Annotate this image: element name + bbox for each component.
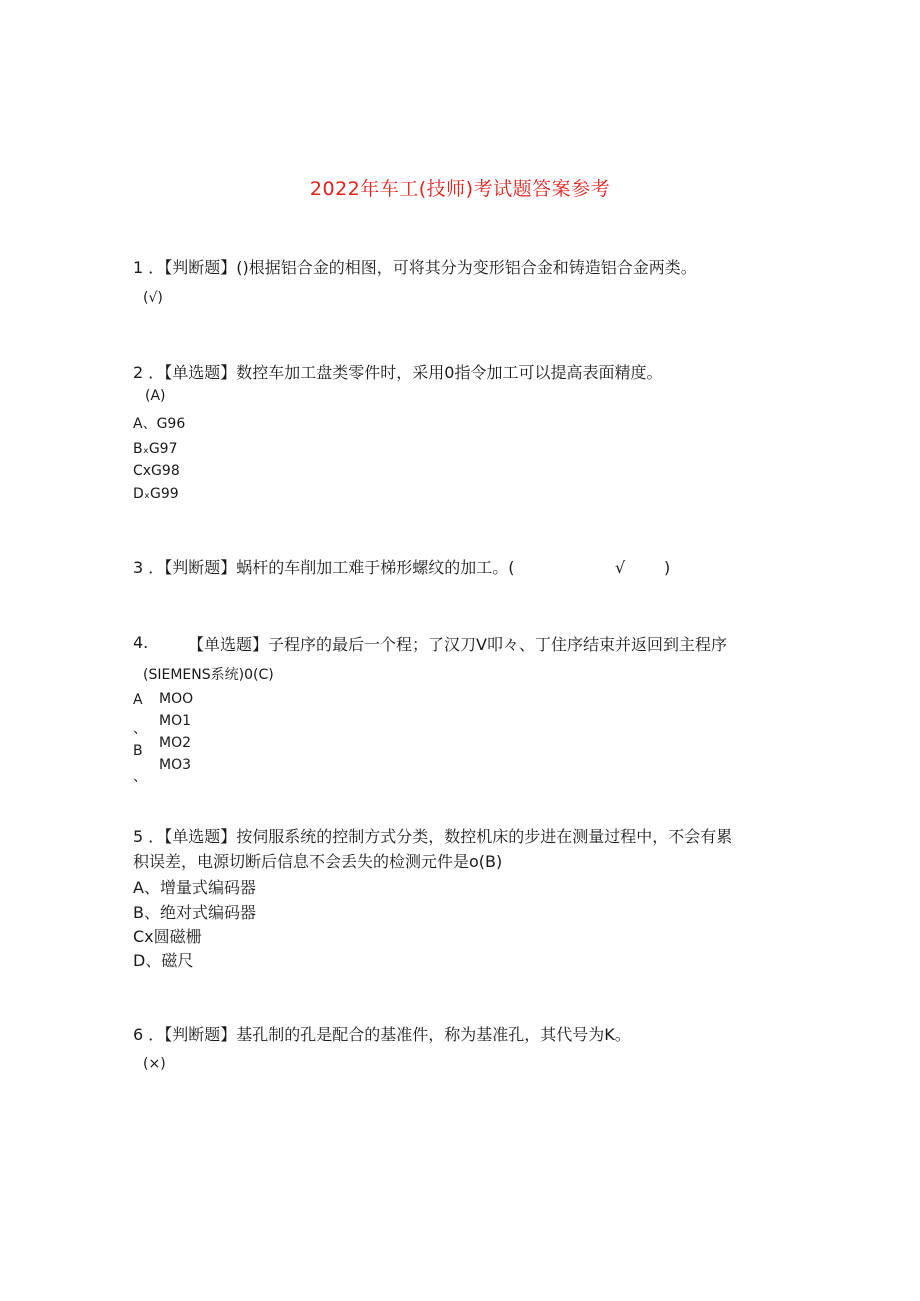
question-4-option-2: MO1 <box>159 713 192 729</box>
document-title: 2022年车工(技师)考试题答案参考 <box>309 178 611 200</box>
question-2-option-a: A、G96 <box>133 416 186 432</box>
question-1-text: 1 ．【判断题】()根据铝合金的相图，可将其分为变形铝合金和铸造铝合金两类。 <box>133 258 697 277</box>
question-4-sep-2: 、 <box>133 769 147 785</box>
question-5-option-c: Cx圆磁栅 <box>133 927 202 946</box>
question-2-option-c: CxG98 <box>133 463 180 479</box>
question-1-answer: (√) <box>143 290 163 306</box>
question-5-option-b: B、绝对式编码器 <box>133 903 256 922</box>
question-5-line2: 积误差，电源切断后信息不会丢失的检测元件是o(B) <box>133 852 503 871</box>
question-6-answer: (×) <box>143 1056 166 1072</box>
question-4-letter-a: A <box>133 692 143 708</box>
question-4-option-3: MO2 <box>159 735 192 751</box>
question-3-text: 3 ．【判断题】蜗杆的车削加工难于梯形螺纹的加工。( <box>133 558 515 577</box>
question-3-check: √ <box>615 558 626 577</box>
question-4-option-1: MOO <box>159 691 194 707</box>
question-5-line1: 5 ．【单选题】按伺服系统的控制方式分类，数控机床的步进在测量过程中，不会有累 <box>133 827 733 846</box>
question-4-number: 4. <box>133 633 149 652</box>
question-4-option-4: MO3 <box>159 757 192 773</box>
question-2-text: 2 ．【单选题】数控车加工盘类零件时，采用0指令加工可以提高表面精度。 <box>133 363 663 382</box>
question-5-option-a: A、增量式编码器 <box>133 878 256 897</box>
question-2-answer: (A) <box>145 388 166 404</box>
question-6-text: 6 ．【判断题】基孔制的孔是配合的基准件，称为基准孔，其代号为K。 <box>133 1025 631 1044</box>
question-2-option-b: BₓG97 <box>133 441 178 457</box>
question-2-option-d: DₓG99 <box>133 486 179 502</box>
question-4-text: 【单选题】子程序的最后一个程；了汉刀V叩々、丁住序结束并返回到主程序 <box>188 635 727 654</box>
question-3-close: ) <box>664 558 671 577</box>
question-5-option-d: D、磁尺 <box>133 951 194 970</box>
question-4-letter-b: B <box>133 743 143 759</box>
question-4-sep-1: 、 <box>133 721 147 737</box>
question-4-line2: (SIEMENS系统)0(C) <box>143 667 274 683</box>
